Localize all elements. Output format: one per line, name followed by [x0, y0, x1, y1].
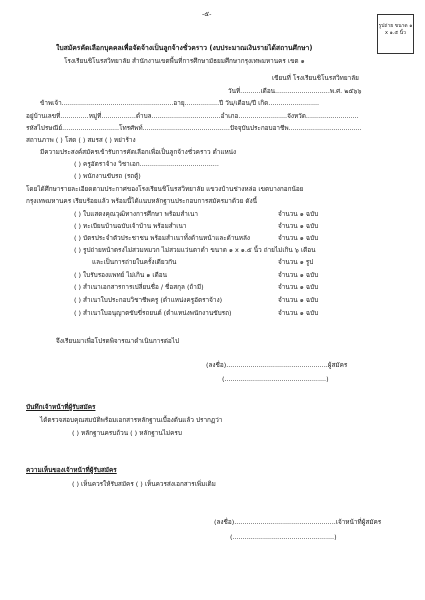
document-qty-2: จำนวน ๑ ฉบับ — [278, 222, 319, 230]
applicant-signature: (ลงชื่อ)..................................................ผู้สมัคร — [206, 361, 348, 369]
photo-box — [377, 14, 414, 54]
applicant-name-line: ข้าพเจ้า.......................................................อายุ.................ปี วัน/เดือน/ปี เกิด......................... — [40, 99, 320, 107]
document-item-7: ( ) สำเนาใบประกอบวิชาชีพครู (ตำแหน่งครูอัตราจ้าง) — [74, 296, 223, 304]
address-line-2: รหัสไปรษณีย์............................โทรศัพท์...........................................ปัจจุบันประกอบอาชีพ.................................... — [26, 124, 362, 132]
document-item-2: ( ) ทะเบียนบ้านฉบับเจ้าบ้าน พร้อมสำเนา — [74, 222, 187, 230]
docs-intro-1: โดยได้ศึกษารายละเอียดตามประกาศของโรงเรียนชิโนรสวิทยาลัย แขวงบ้านช่างหล่อ เขตบางกอกน้อย — [26, 185, 304, 193]
document-qty-7: จำนวน ๑ ฉบับ — [278, 296, 319, 304]
staff-section-title: บันทึกเจ้าหน้าที่ผู้รับสมัคร — [26, 403, 96, 411]
closing-line: จึงเรียนมาเพื่อโปรดพิจารณาดำเนินการต่อไป — [56, 337, 180, 345]
document-qty-4: จำนวน ๑ รูป — [278, 258, 314, 266]
photo-box-label: รูปถ่าย ขนาด ๑ x ๑.๕ นิ้ว — [378, 23, 413, 36]
staff-options: ( ) หลักฐานครบถ้วน ( ) หลักฐานไม่ครบ — [72, 429, 182, 437]
document-item-1: ( ) ใบแสดงคุณวุฒิทางการศึกษา พร้อมสำเนา — [74, 210, 198, 218]
document-qty-8: จำนวน ๑ ฉบับ — [278, 309, 319, 317]
written-at: เขียนที่ โรงเรียนชิโนรสวิทยาลัย — [272, 74, 359, 82]
opinion-options: ( ) เห็นควรให้รับสมัคร ( ) เห็นควรส่งเอกสารเพิ่มเติม — [72, 480, 216, 488]
intent-line: มีความประสงค์สมัครเข้ารับการคัดเลือกเพื่อเป็นลูกจ้างชั่วคราว ตำแหน่ง — [40, 148, 237, 156]
document-item-5: ( ) ใบรับรองแพทย์ ไม่เกิน ๑ เดือน — [74, 271, 167, 279]
applicant-name-paren: (..................................................) — [222, 375, 329, 383]
form-title: ใบสมัครคัดเลือกบุคคลเพื่อจัดจ้างเป็นลูกจ้างชั่วคราว (งบประมาณเงินรายได้สถานศึกษา) — [56, 44, 313, 52]
document-qty-1: จำนวน ๑ ฉบับ — [278, 210, 319, 218]
staff-name-paren: (..................................................) — [230, 533, 337, 541]
page-number: -๕- — [202, 10, 212, 18]
date-line: วันที่..........เดือน...........................พ.ศ. ๒๕๖๖ — [228, 87, 362, 95]
form-subtitle: โรงเรียนชิโนรสวิทยาลัย สำนักงานเขตพื้นที่การศึกษามัธยมศึกษากรุงเทพมหานคร เขต ๑ — [64, 57, 305, 65]
document-qty-3: จำนวน ๑ ฉบับ — [278, 234, 319, 242]
position-option-teacher: ( ) ครูอัตราจ้าง วิชาเอก....................................... — [74, 160, 219, 168]
opinion-section-title: ความเห็นของเจ้าหน้าที่ผู้รับสมัคร — [26, 466, 117, 474]
address-line-1: อยู่บ้านเลขที่..............หมู่ที่.................ตำบล..................................อำเภอ........................จังหวัด.......................... — [26, 112, 359, 120]
marital-status: สถานภาพ ( ) โสด ( ) สมรส ( ) หย่าร้าง — [26, 136, 136, 144]
document-qty-6: จำนวน ๑ ฉบับ — [278, 283, 319, 291]
document-item-6: ( ) สำเนาเอกสารการเปลี่ยนชื่อ / ชื่อสกุล (ถ้ามี) — [74, 283, 204, 291]
document-item-3: ( ) บัตรประจำตัวประชาชน พร้อมสำเนาทั้งด้านหน้าและด้านหลัง — [74, 234, 251, 242]
document-item-4-cont: และเป็นการถ่ายในครั้งเดียวกัน — [92, 258, 177, 266]
document-qty-5: จำนวน ๑ ฉบับ — [278, 271, 319, 279]
document-item-4: ( ) รูปถ่ายหน้าตรงไม่สวมหมวก ไม่สวมแว่นตาดำ ขนาด ๑ x ๑.๕ นิ้ว ถ่ายไม่เกิน ๖ เดือน — [74, 246, 316, 254]
staff-signature: (ลงชื่อ)..................................................เจ้าหน้าที่ผู้สมัคร — [214, 518, 382, 526]
position-option-driver: ( ) พนักงานขับรถ (รถตู้) — [74, 172, 141, 180]
document-item-8: ( ) สำเนาใบอนุญาตขับขี่รถยนต์ (ตำแหน่งพนักงานขับรถ) — [74, 309, 232, 317]
docs-intro-2: กรุงเทพมหานคร เรียบร้อยแล้ว พร้อมนี้ได้แนบหลักฐานประกอบการสมัครมาด้วย ดังนี้ — [26, 197, 258, 205]
staff-check-line: ได้ตรวจสอบคุณสมบัติพร้อมเอกสารหลักฐานเบื้องต้นแล้ว ปรากฏว่า — [40, 416, 223, 424]
